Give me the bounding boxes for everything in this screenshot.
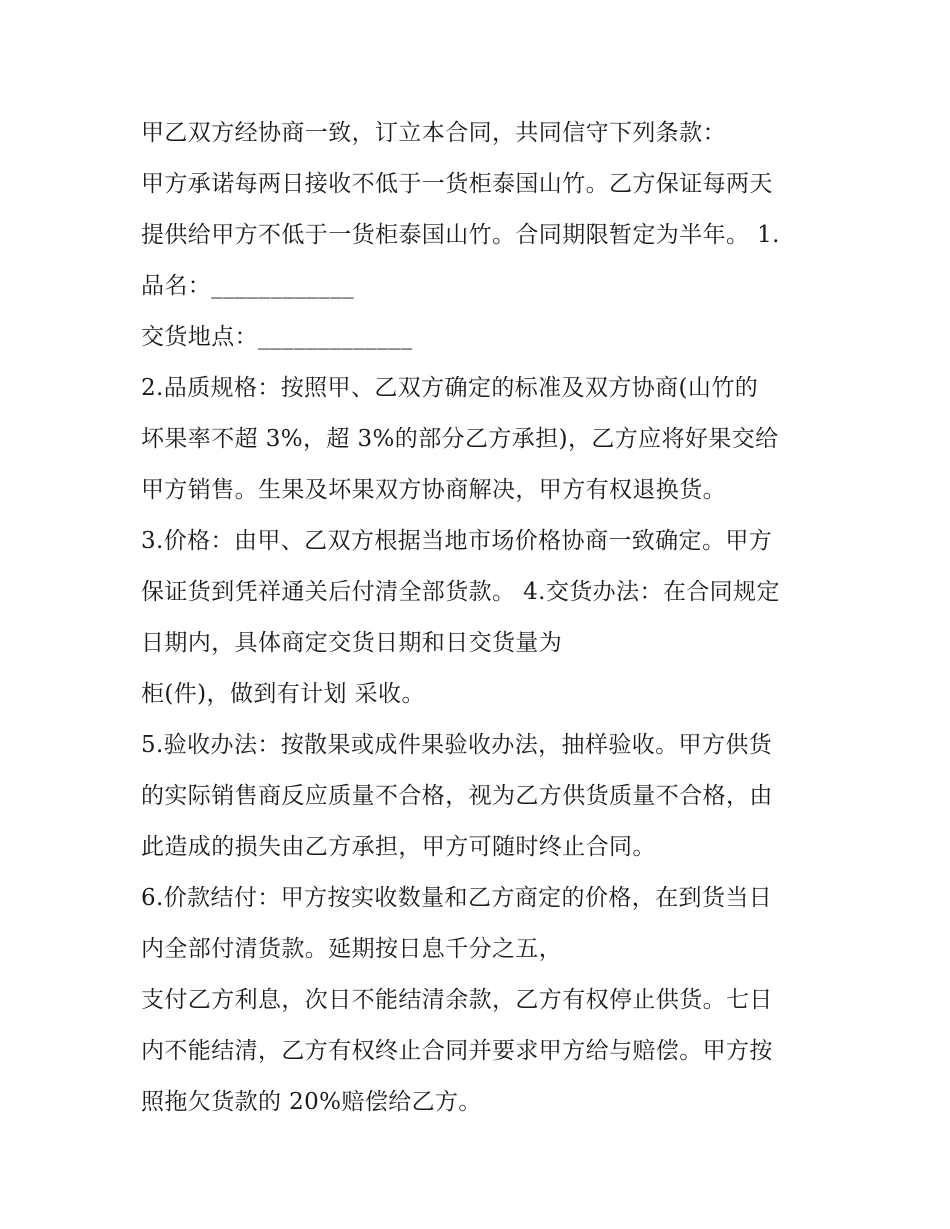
delivery-clause-line-1: 日期内，具体商定交货日期和日交货量为 — [141, 630, 563, 656]
payment-clause-line-1: 6.价款结付：甲方按实收数量和乙方商定的价格，在到货当日 — [141, 885, 773, 911]
payment-clause-line-2: 内全部付清货款。延期按日息千分之五， — [141, 936, 563, 962]
text-line-1: 甲乙双方经协商一致，订立本合同，共同信守下列条款： — [141, 120, 726, 146]
payment-clause-line-3: 支付乙方利息，次日不能结清余款，乙方有权停止供货。七日 — [141, 987, 773, 1013]
product-name-field: 品名：____________ — [141, 273, 354, 299]
quality-clause-line-3: 甲方销售。生果及坏果双方协商解决，甲方有权退换货。 — [141, 477, 726, 503]
contract-body — [141, 108, 821, 1128]
delivery-location-field: 交货地点：_____________ — [141, 324, 413, 350]
inspection-clause-line-3: 此造成的损失由乙方承担，甲方可随时终止合同。 — [141, 834, 656, 860]
quality-clause-line-2: 坏果率不超 3%，超 3%的部分乙方承担)，乙方应将好果交给 — [141, 426, 779, 452]
payment-clause-line-4: 内不能结清，乙方有权终止合同并要求甲方给与赔偿。甲方按 — [141, 1038, 773, 1064]
price-clause-line-2: 保证货到凭祥通关后付清全部货款。 4.交货办法：在合同规定 — [141, 579, 780, 605]
payment-clause-line-5: 照拖欠货款的 20%赔偿给乙方。 — [141, 1089, 482, 1115]
price-clause-line-1: 3.价格：由甲、乙双方根据当地市场价格协商一致确定。甲方 — [141, 528, 773, 554]
inspection-clause-line-1: 5.验收办法：按散果或成件果验收办法，抽样验收。甲方供货 — [141, 732, 773, 758]
text-line-2: 甲方承诺每两日接收不低于一货柜泰国山竹。乙方保证每两天 — [141, 171, 773, 197]
delivery-clause-line-2: 柜(件)，做到有计划 采收。 — [141, 681, 425, 707]
text-line-3: 提供给甲方不低于一货柜泰国山竹。合同期限暂定为半年。 1. — [141, 222, 780, 248]
quality-clause-line-1: 2.品质规格：按照甲、乙双方确定的标准及双方协商(山竹的 — [141, 375, 759, 401]
inspection-clause-line-2: 的实际销售商反应质量不合格，视为乙方供货质量不合格，由 — [141, 783, 773, 809]
